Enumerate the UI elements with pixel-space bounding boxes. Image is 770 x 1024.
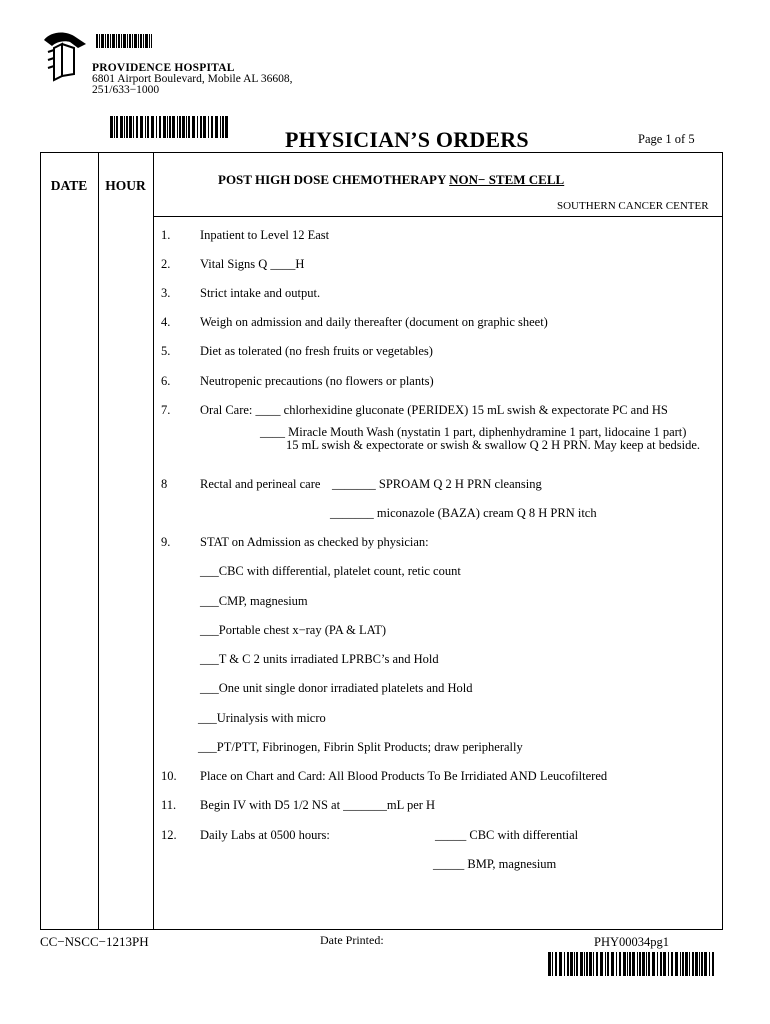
order-text: Weigh on admission and daily thereafter (document on graphic sheet) (200, 315, 548, 329)
order-option: ___T & C 2 units irradiated LPRBC’s and Hold (200, 652, 439, 666)
form-title (218, 172, 564, 188)
order-number: 6. (161, 374, 171, 388)
order-text: Oral Care: ____ chlorhexidine gluconate (PERIDEX) 15 mL swish & expectorate PC and HS (200, 403, 668, 417)
order-subline: 15 mL swish & expectorate or swish & swallow Q 2 H PRN. May keep at bedside. (286, 438, 701, 452)
center-name: SOUTHERN CANCER CENTER (557, 200, 709, 212)
order-subline: ____ Miracle Mouth Wash (nystatin 1 part, diphenhydramine 1 part, lidocaine 1 part) (260, 425, 687, 439)
order-number: 8 (161, 477, 168, 491)
hospital-logo-icon (40, 30, 90, 85)
form-title-prefix: POST HIGH DOSE CHEMOTHERAPY (218, 172, 450, 187)
order-number: 2. (161, 257, 171, 271)
barcode-middle-icon (110, 116, 228, 138)
order-option: ___CMP, magnesium (200, 594, 308, 608)
order-text: Vital Signs Q ____H (200, 257, 305, 271)
order-text: Inpatient to Level 12 East (200, 228, 330, 242)
column-divider-date (98, 152, 99, 930)
order-option: ___PT/PTT, Fibrinogen, Fibrin Split Products; draw peripherally (198, 740, 523, 754)
order-number: 12. (161, 828, 177, 842)
order-option: ___Urinalysis with micro (198, 711, 326, 725)
form-code: CC−NSCC−1213PH (40, 934, 149, 949)
order-option: ___One unit single donor irradiated platelets and Hold (200, 681, 473, 695)
order-text: STAT on Admission as checked by physician: (200, 535, 429, 549)
barcode-bottom-icon (548, 952, 716, 976)
column-header-hour: HOUR (105, 178, 146, 193)
order-option: ___CBC with differential, platelet count, retic count (200, 564, 461, 578)
page-title: PHYSICIAN’S ORDERS (285, 127, 529, 152)
order-option: ___Portable chest x−ray (PA & LAT) (200, 623, 387, 637)
order-text: Strict intake and output. (200, 286, 321, 300)
order-option: _______ miconazole (BAZA) cream Q 8 H PRN itch (330, 506, 597, 520)
order-option: _____ BMP, magnesium (433, 857, 557, 871)
hospital-address-line1: 6801 Airport Boulevard, Mobile AL 36608, (92, 73, 293, 85)
date-printed-label: Date Printed: (320, 933, 384, 947)
page-id: PHY00034pg1 (594, 935, 670, 949)
order-option: _____ CBC with differential (435, 828, 579, 842)
hospital-name: PROVIDENCE HOSPITAL (92, 62, 235, 74)
order-option: _______ SPROAM Q 2 H PRN cleansing (332, 477, 542, 491)
form-title-underlined: NON− STEM CELL (449, 172, 565, 187)
header-divider (153, 216, 723, 217)
hospital-address (92, 74, 293, 96)
order-text: Begin IV with D5 1/2 NS at _______mL per H (200, 798, 436, 812)
column-divider-hour (153, 152, 154, 930)
order-text: Daily Labs at 0500 hours: (200, 828, 330, 842)
order-text: Rectal and perineal care (200, 477, 321, 491)
order-number: 3. (161, 286, 171, 300)
order-number: 10. (161, 769, 177, 783)
order-number: 5. (161, 344, 171, 358)
order-text: Diet as tolerated (no fresh fruits or vegetables) (200, 344, 433, 358)
order-number: 4. (161, 315, 171, 329)
order-number: 1. (161, 228, 171, 242)
page-number: Page 1 of 5 (638, 132, 695, 146)
order-text: Place on Chart and Card: All Blood Products To Be Irridiated AND Leucofiltered (200, 769, 608, 783)
barcode-top-icon (96, 34, 152, 48)
order-number: 9. (161, 535, 171, 549)
column-header-date: DATE (50, 178, 88, 193)
hospital-address-line2: 251/633−1000 (92, 84, 160, 96)
order-text: Neutropenic precautions (no flowers or plants) (200, 374, 434, 388)
order-number: 11. (161, 798, 177, 812)
order-number: 7. (161, 403, 171, 417)
